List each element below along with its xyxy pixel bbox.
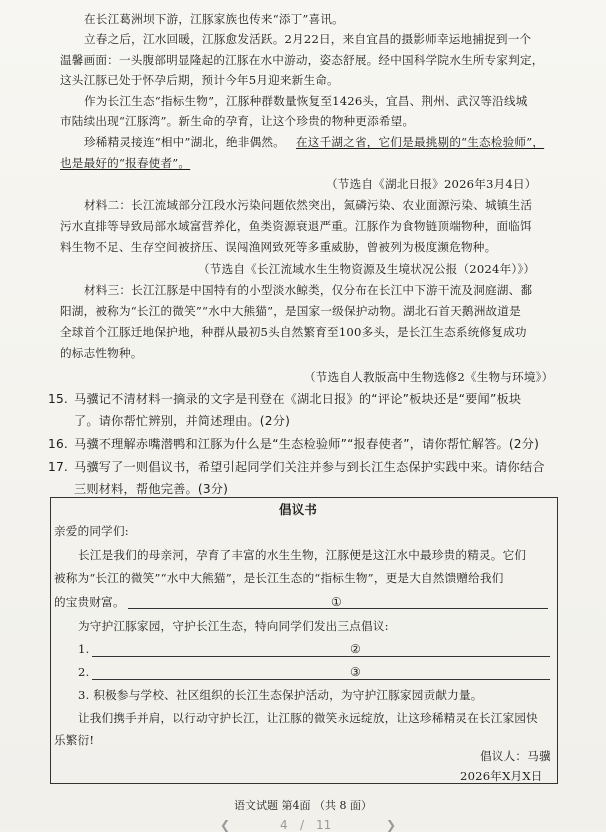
proposal-box <box>50 497 558 784</box>
material-3-line: 全球首个江豚迁地保护地，种群从最初5头自然繁育至100多头，是长江生态系统修复成功 <box>60 325 527 339</box>
underlined-sentence: 在这千湖之省，它们是最挑剔的“生态检验师”， <box>296 135 545 149</box>
blank-marker-3: ③ <box>350 665 361 679</box>
proposal-date: 2026年X月X日 <box>460 769 543 783</box>
passage-line: 珍稀精灵接连“相中”湖北，绝非偶然。 <box>84 135 285 149</box>
proposal-item-3: 3. 积极参与学校、社区组织的长江生态保护活动，为守护江豚家园贡献力量。 <box>78 688 483 702</box>
blank-marker-1: ① <box>331 595 342 609</box>
prev-page-icon[interactable]: ❮ <box>220 818 231 832</box>
question-number: 17. <box>48 460 68 474</box>
passage-line: 温馨画面：一头腹部明显隆起的江豚在水中游动，姿态舒展。经中国科学院水生所专家判定， <box>60 53 544 67</box>
underlined-sentence: 也是最好的“报春使者”。 <box>60 156 191 170</box>
passage-line: 市陆续出现“江豚湾”。新生命的孕育，让这个珍贵的物种更添希望。 <box>60 114 415 128</box>
proposal-body-line: 的宝贵财富。 <box>54 595 125 609</box>
material-3-line: 的标志性物种。 <box>60 346 143 360</box>
blank-marker-2: ② <box>350 642 361 656</box>
proposal-item-number: 1. <box>78 642 90 656</box>
material-2-line: 污水直排等导致局部水域富营养化，鱼类资源衰退严重。江豚作为食物链顶端物种，面临饵 <box>60 219 532 233</box>
material-3-line: 阳湖，被称为“长江的微笑”“水中大熊猫”，是国家一级保护动物。湖北石首天鹅洲故道是 <box>60 304 521 318</box>
proposal-body-line: 被称为“长江的微笑”“水中大熊猫”，是长江生态的“指标生物”，更是大自然馈赠给我们 <box>54 571 504 585</box>
question-text: 马骥不理解赤嘴潜鸭和江豚为什么是“生态检验师”“报春使者”，请你帮忙解答。(2分) <box>74 437 540 451</box>
proposal-closing-line: 乐繁衍! <box>54 733 95 747</box>
question-number: 15. <box>48 392 68 406</box>
proposal-item-number: 2. <box>78 665 90 679</box>
material-3-line: 材料三：长江江豚是中国特有的小型淡水鲸类，仅分布在长江中下游干流及洞庭湖、鄱 <box>84 283 533 297</box>
question-text: 马骥记不清材料一摘录的文字是刊登在《湖北日报》的“评论”板块还是“要闻”板块 <box>74 392 522 406</box>
proposal-signer: 倡议人：马骥 <box>480 749 551 763</box>
source-citation: （节选自《湖北日报》2026年3月4日） <box>326 177 537 191</box>
answer-blank-3[interactable] <box>92 679 550 680</box>
total-pages: 11 <box>316 818 332 832</box>
proposal-title: 倡议书 <box>279 502 318 517</box>
question-text: 三则材料，帮他完善。(3分) <box>74 482 229 496</box>
current-page[interactable]: 4 <box>280 818 288 832</box>
page-footer: 语文试题 第4面 （共 8 面） <box>234 799 372 812</box>
answer-blank-2[interactable] <box>92 656 550 657</box>
proposal-closing-line: 让我们携手并肩，以行动守护长江，让江豚的微笑永远绽放，让这珍稀精灵在长江家园快 <box>78 711 538 725</box>
question-number: 16. <box>48 437 68 451</box>
source-citation: （节选自人教版高中生物选修2《生物与环境》） <box>304 370 554 384</box>
source-citation: （节选自《长江流域水生生物资源及生境状况公报（2024年）》） <box>198 262 536 276</box>
passage-line: 这头江豚已处于怀孕后期，预计今年5月迎来新生命。 <box>60 73 339 87</box>
question-text: 马骥写了一则倡议书，希望引起同学们关注并参与到长江生态保护实践中来。请你结合 <box>74 460 545 474</box>
proposal-body-line: 长江是我们的母亲河，孕育了丰富的水生生物，江豚便是这江水中最珍贵的精灵。它们 <box>78 548 527 562</box>
material-2-line: 料生物不足、生存空间被挤压、误闯渔网致死等多重威胁，曾被列为极度濒危物种。 <box>60 240 497 254</box>
material-2-line: 材料二：长江流域部分江段水污染问题依然突出，氮磷污染、农业面源污染、城镇生活 <box>84 198 533 212</box>
passage-line: 作为长江生态“指标生物”，江豚种群数量恢复至1426头，宜昌、荆州、武汉等沿线城 <box>84 94 528 108</box>
proposal-greeting: 亲爱的同学们: <box>54 524 129 538</box>
next-page-icon[interactable]: ❯ <box>386 818 397 832</box>
proposal-intro: 为守护江豚家园，守护长江生态，特向同学们发出三点倡议: <box>78 619 389 633</box>
question-text: 了。请你帮忙辨别，并简述理由。(2分) <box>74 414 291 428</box>
passage-line: 在长江葛洲坝下游，江豚家族也传来“添丁”喜讯。 <box>84 12 344 26</box>
page-navigator <box>180 818 440 831</box>
passage-line: 立春之后，江水回暖，江豚愈发活跃。2月22日，来自宜昌的摄影师幸运地捕捉到一个 <box>84 32 532 46</box>
page-separator: / <box>300 818 305 832</box>
